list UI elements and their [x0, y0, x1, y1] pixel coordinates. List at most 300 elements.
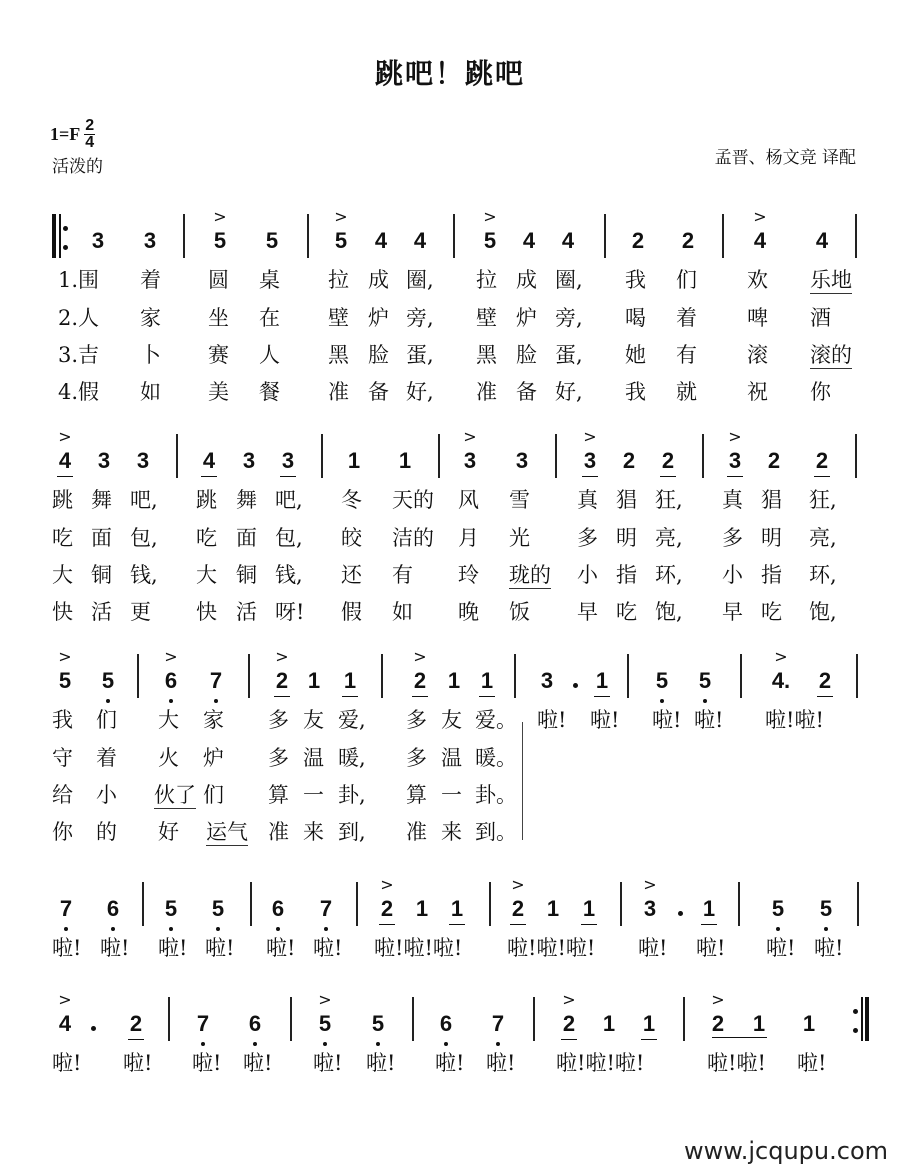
note-number: 1 [450, 896, 464, 921]
low-octave-dot [111, 927, 115, 931]
note-number: 5 [334, 228, 348, 253]
lyric-word: 桌 [259, 268, 280, 292]
note [197, 448, 221, 474]
lyric-word: 早 [577, 600, 598, 624]
note-number: 2 [275, 668, 289, 693]
note [243, 1011, 267, 1037]
bar-line [604, 214, 606, 258]
lyric-word: 滚的 [810, 343, 852, 367]
note-number: 1 [582, 896, 596, 921]
lyric-word: 们 [203, 783, 224, 807]
note [92, 448, 116, 474]
note-number: 5 [265, 228, 279, 253]
note-number: 3 [91, 228, 105, 253]
note [597, 1011, 621, 1037]
bar-line [290, 997, 292, 1041]
lyric-word: 更 [130, 600, 151, 624]
lyric-word: 还 [341, 563, 362, 587]
note-number: 1 [480, 668, 494, 693]
eighth-underline [128, 1039, 144, 1040]
beam-line [712, 1037, 767, 1038]
note [693, 668, 717, 694]
accent-mark: > [511, 875, 525, 894]
note [797, 1011, 821, 1037]
note [769, 647, 793, 694]
lyric-word: 们 [96, 708, 117, 732]
accent-mark: > [463, 427, 477, 446]
eighth-underline [280, 476, 296, 477]
lyric-word: 成 [368, 268, 389, 292]
low-octave-dot [323, 1042, 327, 1046]
lyric-word: 祝 [747, 380, 768, 404]
lyric-word: 啦! [52, 1051, 82, 1075]
note [697, 896, 721, 922]
note-number: 5 [371, 1011, 385, 1036]
bar-line [738, 882, 740, 926]
lyric-word: 啦!啦!啦! [507, 936, 596, 960]
lyric-word: 我 [625, 268, 646, 292]
lyric-word: 算 [268, 783, 289, 807]
bar-line [514, 654, 516, 698]
lyric-word: 大 [196, 563, 217, 587]
note-number: 3 [463, 448, 477, 473]
note-number: 5 [698, 668, 712, 693]
note [637, 1011, 661, 1037]
note [577, 896, 601, 922]
lyric-word: 人 [259, 343, 280, 367]
lyric-word: 雪 [509, 488, 530, 512]
lyric-word: 圈, [555, 268, 583, 292]
note-number: 4 [374, 228, 388, 253]
note-number: 6 [106, 896, 120, 921]
lyric-word: 蛋, [406, 343, 434, 367]
lyric-word: 饱, [655, 600, 683, 624]
lyric-word: 准 [328, 380, 349, 404]
note [445, 896, 469, 922]
lyric-word: 跳 [52, 488, 73, 512]
note-number: 3 [515, 448, 529, 473]
note-number: 5 [483, 228, 497, 253]
lyric-word: 啦! [313, 1051, 343, 1075]
note [131, 448, 155, 474]
low-octave-dot [660, 699, 664, 703]
eighth-underline [342, 696, 358, 697]
eighth-underline [201, 476, 217, 477]
lyric-word: 脸 [516, 343, 537, 367]
lyric-word: 早 [722, 600, 743, 624]
lyric-word: 吃 [616, 600, 637, 624]
note-number: 6 [164, 668, 178, 693]
lyric-word: 真 [577, 488, 598, 512]
eighth-underline [57, 476, 73, 477]
note [475, 668, 499, 694]
note-number: 1 [752, 1011, 766, 1036]
accent-mark: > [58, 647, 72, 666]
lyric-word: 你 [52, 820, 73, 844]
eighth-underline [449, 924, 465, 925]
note [408, 228, 432, 254]
note [260, 228, 284, 254]
lyric-word: 饱, [809, 600, 837, 624]
lyric-word: 啦! [486, 1051, 516, 1075]
eighth-underline [660, 476, 676, 477]
verse-brace [522, 722, 523, 840]
lyric-word: 们 [676, 268, 697, 292]
lyric-word: 友 [441, 708, 462, 732]
note [329, 207, 353, 254]
lyric-word: 啦! [52, 936, 82, 960]
bar-line [453, 214, 455, 258]
note-number: 2 [380, 896, 394, 921]
lyric-word: 啦!啦! [707, 1051, 766, 1075]
note [338, 668, 362, 694]
lyric-word: 舞 [236, 488, 257, 512]
note [138, 228, 162, 254]
lyric-word: 面 [91, 526, 112, 550]
lyric-word: 吧, [130, 488, 158, 512]
lyric-word: 运气 [206, 820, 248, 844]
note [676, 228, 700, 254]
lyric-word: 我 [52, 708, 73, 732]
lyric-word: 守 [52, 746, 73, 770]
note-number: 7 [209, 668, 223, 693]
lyric-word: 月 [458, 526, 479, 550]
note [813, 668, 837, 694]
duration-dot [678, 911, 683, 916]
note-number: 2 [413, 668, 427, 693]
lyric-word: 多 [268, 746, 289, 770]
note-number: 2 [511, 896, 525, 921]
lyric-word: 铜 [91, 563, 112, 587]
note [314, 896, 338, 922]
lyric-word: 餐 [259, 380, 280, 404]
lyric-word: 坐 [208, 306, 229, 330]
watermark: www.jcqupu.com [684, 1137, 888, 1165]
bar-line [627, 654, 629, 698]
low-octave-dot [496, 1042, 500, 1046]
lyric-word: 备 [516, 380, 537, 404]
lyric-word: 啦! [797, 1051, 827, 1075]
lyric-word: 壁 [476, 306, 497, 330]
lyric-word: 拉 [476, 268, 497, 292]
note [517, 228, 541, 254]
time-denominator: 4 [85, 134, 95, 151]
lyric-word: 乐地 [810, 268, 852, 292]
lyric-word: 晚 [458, 600, 479, 624]
lyric-word: 包, [130, 526, 158, 550]
lyric-word: 皎 [341, 526, 362, 550]
eighth-underline [379, 924, 395, 925]
lyric-word: 温 [303, 746, 324, 770]
lyric-word: 算 [406, 783, 427, 807]
lyric-word: 多 [722, 526, 743, 550]
bar-line [555, 434, 557, 478]
note-number: 5 [213, 228, 227, 253]
lyric-word: 指 [616, 563, 637, 587]
note-number: 4 [58, 448, 72, 473]
lyric-word: 啦! [266, 936, 296, 960]
note-number: 4 [815, 228, 829, 253]
note-number: 3 [143, 228, 157, 253]
accent-mark: > [58, 990, 72, 1009]
lyric-word: 一 [441, 783, 462, 807]
lyric-word: 如 [392, 600, 413, 624]
lyric-word: 火 [158, 746, 179, 770]
lyric-word: 到, [338, 820, 366, 844]
note [478, 207, 502, 254]
note-number: 1 [642, 1011, 656, 1036]
note [617, 448, 641, 474]
note [762, 448, 786, 474]
note [650, 668, 674, 694]
low-octave-dot [169, 699, 173, 703]
note-number: 5 [164, 896, 178, 921]
credit: 孟晋、杨文竞 译配 [714, 148, 856, 168]
note [442, 668, 466, 694]
repeat-start-thin-line [59, 214, 61, 258]
lyric-word: 暖, [338, 746, 366, 770]
note [53, 990, 77, 1037]
accent-mark: > [413, 647, 427, 666]
note-number: 2 [562, 1011, 576, 1036]
note-number: 3 [242, 448, 256, 473]
lyric-word: 亮, [809, 526, 837, 550]
low-octave-dot [169, 927, 173, 931]
lyric-word: 来 [441, 820, 462, 844]
lyric-word: 友 [303, 708, 324, 732]
lyric-word: 有 [392, 563, 413, 587]
note-number: 5 [819, 896, 833, 921]
accent-mark: > [711, 990, 725, 1009]
lyric-word: 啦! [652, 708, 682, 732]
eighth-underline [479, 696, 495, 697]
lyric-word: 饭 [509, 600, 530, 624]
note-number: 2 [767, 448, 781, 473]
note [590, 668, 614, 694]
note [541, 896, 565, 922]
bar-line [438, 434, 440, 478]
lyric-word: 脸 [368, 343, 389, 367]
lyric-word: 壁 [328, 306, 349, 330]
lyric-word: 多 [406, 708, 427, 732]
note [266, 896, 290, 922]
lyric-word: 滚 [747, 343, 768, 367]
lyric-word: 的 [96, 820, 117, 844]
note [159, 896, 183, 922]
lyric-word: 赛 [208, 343, 229, 367]
repeat-dot [63, 226, 68, 231]
note-number: 6 [439, 1011, 453, 1036]
eighth-underline [412, 696, 428, 697]
lyric-word: 蛋, [555, 343, 583, 367]
lyric-word: 家 [203, 708, 224, 732]
time-signature [84, 118, 95, 151]
lyric-word: 猖 [761, 488, 782, 512]
note [191, 1011, 215, 1037]
note-number: 2 [815, 448, 829, 473]
lyric-word: 着 [676, 306, 697, 330]
lyric-word: 黑 [476, 343, 497, 367]
lyric-word: 小 [722, 563, 743, 587]
lyric-word: 着 [140, 268, 161, 292]
note [434, 1011, 458, 1037]
lyric-word: 准 [406, 820, 427, 844]
lyric-word: 明 [761, 526, 782, 550]
lyric-word: 爱。 [475, 708, 517, 732]
duration-dot [91, 1026, 96, 1031]
lyric-word: 风 [458, 488, 479, 512]
note-number: 4 [753, 228, 767, 253]
note-number: 3 [281, 448, 295, 473]
lyric-word: 假 [341, 600, 362, 624]
low-octave-dot [64, 927, 68, 931]
note [302, 668, 326, 694]
tempo-marking: 活泼的 [52, 157, 103, 177]
note-number: 4. [771, 668, 791, 693]
accent-mark: > [58, 427, 72, 446]
repeat-end-thick-line [865, 997, 869, 1041]
note [366, 1011, 390, 1037]
lyric-word: 给 [52, 783, 73, 807]
lyric-word: 1.围 [58, 268, 100, 292]
note [578, 427, 602, 474]
note-number: 3 [97, 448, 111, 473]
note [638, 875, 662, 922]
note-number: 7 [491, 1011, 505, 1036]
note [204, 668, 228, 694]
time-numerator: 2 [85, 117, 95, 134]
lyric-word: 备 [368, 380, 389, 404]
lyric-word: 指 [761, 563, 782, 587]
note [458, 427, 482, 474]
note [159, 647, 183, 694]
lyric-word: 卦。 [475, 783, 517, 807]
lyric-word: 大 [52, 563, 73, 587]
eighth-underline [581, 924, 597, 925]
repeat-dot [853, 1009, 858, 1014]
lyric-word: 狂, [809, 488, 837, 512]
bar-line [620, 882, 622, 926]
lyric-word: 卜 [140, 343, 161, 367]
low-octave-dot [201, 1042, 205, 1046]
low-octave-dot [106, 699, 110, 703]
note-number: 3 [540, 668, 554, 693]
lyric-word: 旁, [406, 306, 434, 330]
note-number: 3 [643, 896, 657, 921]
note [486, 1011, 510, 1037]
note-number: 2 [661, 448, 675, 473]
lyric-word: 吃 [761, 600, 782, 624]
lyric-word: 铜 [236, 563, 257, 587]
lyric-word: 冬 [341, 488, 362, 512]
lyric-word: 啦! [638, 936, 668, 960]
lyric-word: 啦!啦! [765, 708, 824, 732]
bar-line [321, 434, 323, 478]
note-number: 4 [58, 1011, 72, 1036]
lyric-word: 活 [236, 600, 257, 624]
note [766, 896, 790, 922]
lyric-word: 跳 [196, 488, 217, 512]
repeat-dot [853, 1028, 858, 1033]
eighth-underline [561, 1039, 577, 1040]
lyric-word: 伙了 [154, 783, 196, 807]
note-number: 1 [343, 668, 357, 693]
note-number: 1 [307, 668, 321, 693]
lyric-word: 好 [158, 820, 179, 844]
accent-mark: > [774, 647, 788, 666]
lyric-word: 包, [275, 526, 303, 550]
repeat-dot [63, 245, 68, 250]
note-number: 6 [248, 1011, 262, 1036]
note-number: 3 [583, 448, 597, 473]
lyric-word: 啤 [747, 306, 768, 330]
lyric-word: 钱, [130, 563, 158, 587]
note-number: 7 [319, 896, 333, 921]
accent-mark: > [753, 207, 767, 226]
lyric-word: 在 [259, 306, 280, 330]
note [557, 990, 581, 1037]
lyric-word: 酒 [810, 306, 831, 330]
note-number: 7 [196, 1011, 210, 1036]
lyric-word: 吃 [196, 526, 217, 550]
low-octave-dot [776, 927, 780, 931]
note-number: 5 [655, 668, 669, 693]
key-signature [50, 118, 95, 151]
note [510, 448, 534, 474]
note-number: 4 [561, 228, 575, 253]
lyric-word: 真 [722, 488, 743, 512]
lyric-word: 来 [303, 820, 324, 844]
lyric-word: 大 [158, 708, 179, 732]
lyric-word: 温 [441, 746, 462, 770]
note [810, 448, 834, 474]
lyric-word: 啦! [100, 936, 130, 960]
note-number: 4 [413, 228, 427, 253]
bar-line [183, 214, 185, 258]
note [101, 896, 125, 922]
note [814, 896, 838, 922]
bar-line [722, 214, 724, 258]
low-octave-dot [216, 927, 220, 931]
lyric-word: 炉 [203, 746, 224, 770]
lyric-word: 狂, [655, 488, 683, 512]
lyric-word: 啦! [766, 936, 796, 960]
bar-line [702, 434, 704, 478]
lyric-word: 光 [509, 526, 530, 550]
note-number: 2 [681, 228, 695, 253]
key-label: 1=F [50, 124, 81, 144]
bar-line [533, 997, 535, 1041]
lyric-word: 啦! [696, 936, 726, 960]
lyric-word: 啦! [313, 936, 343, 960]
low-octave-dot [824, 927, 828, 931]
note [208, 207, 232, 254]
lyric-word: 快 [52, 600, 73, 624]
eighth-underline [582, 476, 598, 477]
lyric-word: 喝 [625, 306, 646, 330]
lyric-word: 猖 [616, 488, 637, 512]
lyric-word: 圈, [406, 268, 434, 292]
lyric-word: 啦! [158, 936, 188, 960]
eighth-underline [817, 696, 833, 697]
lyric-word: 呀! [275, 600, 305, 624]
note-number: 1 [802, 1011, 816, 1036]
note [270, 647, 294, 694]
note-number: 5 [771, 896, 785, 921]
note-number: 1 [447, 668, 461, 693]
lyric-word: 啦! [590, 708, 620, 732]
eighth-underline [814, 476, 830, 477]
